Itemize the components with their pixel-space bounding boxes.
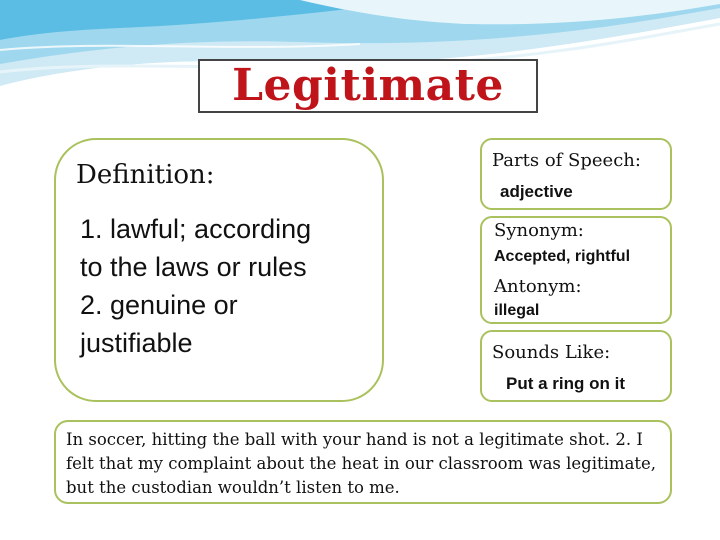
parts-of-speech-box <box>480 138 672 210</box>
example-sentence: In soccer, hitting the ball with your hand is not a legitimate shot. 2. I felt that my complaint about the heat in our classroom was legitimate, but the custodian wouldn’t listen to me. <box>66 430 657 497</box>
antonym-value: illegal <box>494 302 540 319</box>
antonym-label: Antonym: <box>494 276 582 297</box>
definition-line-4: justifiable <box>80 328 193 358</box>
parts-of-speech-label: Parts of Speech: <box>492 150 641 171</box>
page-title: Legitimate <box>232 60 504 111</box>
definition-line-3: 2. genuine or <box>80 290 238 320</box>
sounds-like-box <box>480 330 672 402</box>
definition-line-2: to the laws or rules <box>80 252 307 282</box>
example-sentence-box <box>54 420 672 504</box>
synonym-value: Accepted, rightful <box>494 248 631 265</box>
title-box <box>198 59 538 113</box>
definition-line-1: 1. lawful; according <box>80 214 312 244</box>
parts-of-speech-value: adjective <box>500 182 573 201</box>
synonym-label: Synonym: <box>494 220 584 241</box>
synonym-antonym-box <box>480 216 672 324</box>
sounds-like-label: Sounds Like: <box>492 342 611 363</box>
definition-heading: Definition: <box>76 160 215 190</box>
sounds-like-value: Put a ring on it <box>506 374 625 393</box>
definition-box <box>54 138 384 402</box>
